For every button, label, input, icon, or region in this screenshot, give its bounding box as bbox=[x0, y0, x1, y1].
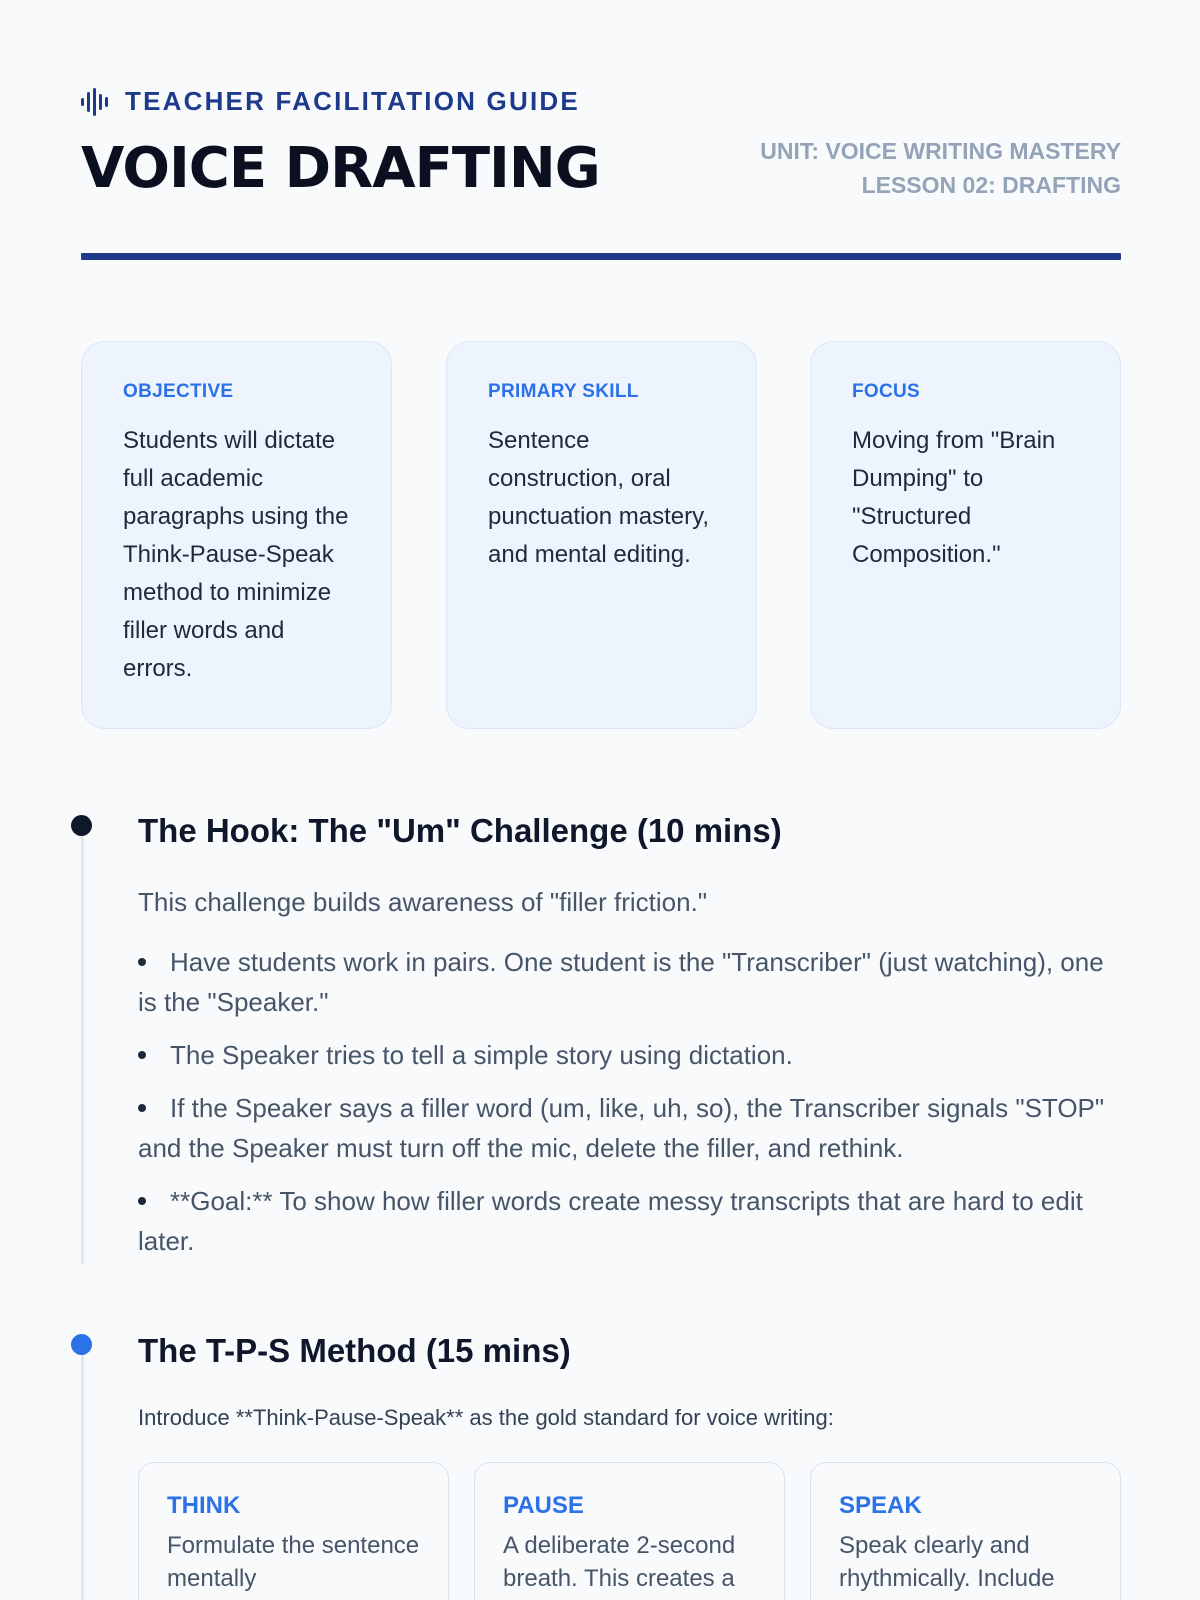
card-label: OBJECTIVE bbox=[123, 381, 234, 402]
step-label: THINK bbox=[167, 1492, 241, 1519]
card-text: Students will dictate full academic paragraphs using the Think-Pause-Speak method to minimize filler words and errors. bbox=[123, 427, 349, 682]
lesson-label: LESSON 02: DRAFTING bbox=[861, 172, 1121, 198]
primary-skill-card bbox=[446, 341, 757, 729]
step-text: Speak clearly and rhythmically. Include bbox=[839, 1532, 1055, 1592]
focus-card bbox=[810, 341, 1121, 729]
card-text: Moving from "Brain Dumping" to "Structured Composition." bbox=[852, 427, 1056, 568]
speak-card bbox=[810, 1462, 1121, 1600]
bullet-icon bbox=[138, 1104, 146, 1112]
think-card bbox=[138, 1462, 449, 1600]
section-title-tps: The T-P-S Method (15 mins) bbox=[138, 1332, 571, 1369]
audio-waveform-icon bbox=[81, 88, 113, 116]
header-divider bbox=[81, 253, 1121, 260]
step-label: PAUSE bbox=[503, 1492, 584, 1519]
bullet-icon bbox=[138, 958, 146, 966]
card-text: Sentence construction, oral punctuation mastery, and mental editing. bbox=[488, 427, 710, 568]
guide-kicker bbox=[81, 86, 580, 117]
bullet-icon bbox=[138, 1051, 146, 1059]
section-intro: Introduce **Think-Pause-Speak** as the gold standard for voice writing: bbox=[138, 1405, 834, 1430]
list-item: Have students work in pairs. One student is the "Transcriber" (just watching), one is the "Speaker." bbox=[138, 947, 1104, 1017]
list-item: The Speaker tries to tell a simple story using dictation. bbox=[138, 1035, 1118, 1075]
list-item: If the Speaker says a filler word (um, like, uh, so), the Transcriber signals "STOP" and the Speaker must turn off the mic, delete the filler, and rethink. bbox=[138, 1093, 1105, 1163]
pause-card bbox=[474, 1462, 785, 1600]
timeline-dot bbox=[71, 1334, 92, 1355]
objective-card bbox=[81, 341, 392, 729]
section-intro: This challenge builds awareness of "filler friction." bbox=[138, 887, 708, 917]
timeline-dot bbox=[71, 815, 92, 836]
step-text: A deliberate 2-second breath. This creates a bbox=[503, 1532, 736, 1592]
bullet-icon bbox=[138, 1197, 146, 1205]
info-cards bbox=[81, 341, 1121, 729]
page-title: VOICE DRAFTING bbox=[81, 136, 600, 201]
section-title-hook: The Hook: The "Um" Challenge (10 mins) bbox=[138, 812, 782, 849]
timeline-line bbox=[81, 1355, 84, 1600]
card-label: FOCUS bbox=[852, 381, 920, 402]
hook-bullet-list bbox=[138, 942, 1118, 1274]
list-item: **Goal:** To show how filler words create messy transcripts that are hard to edit later. bbox=[138, 1186, 1083, 1256]
card-label: PRIMARY SKILL bbox=[488, 381, 639, 402]
timeline-line bbox=[81, 836, 84, 1264]
step-label: SPEAK bbox=[839, 1492, 922, 1519]
unit-label: UNIT: VOICE WRITING MASTERY bbox=[760, 138, 1121, 164]
kicker-text: TEACHER FACILITATION GUIDE bbox=[125, 86, 580, 116]
unit-meta bbox=[760, 134, 1121, 202]
step-text: Formulate the sentence mentally bbox=[167, 1532, 420, 1592]
